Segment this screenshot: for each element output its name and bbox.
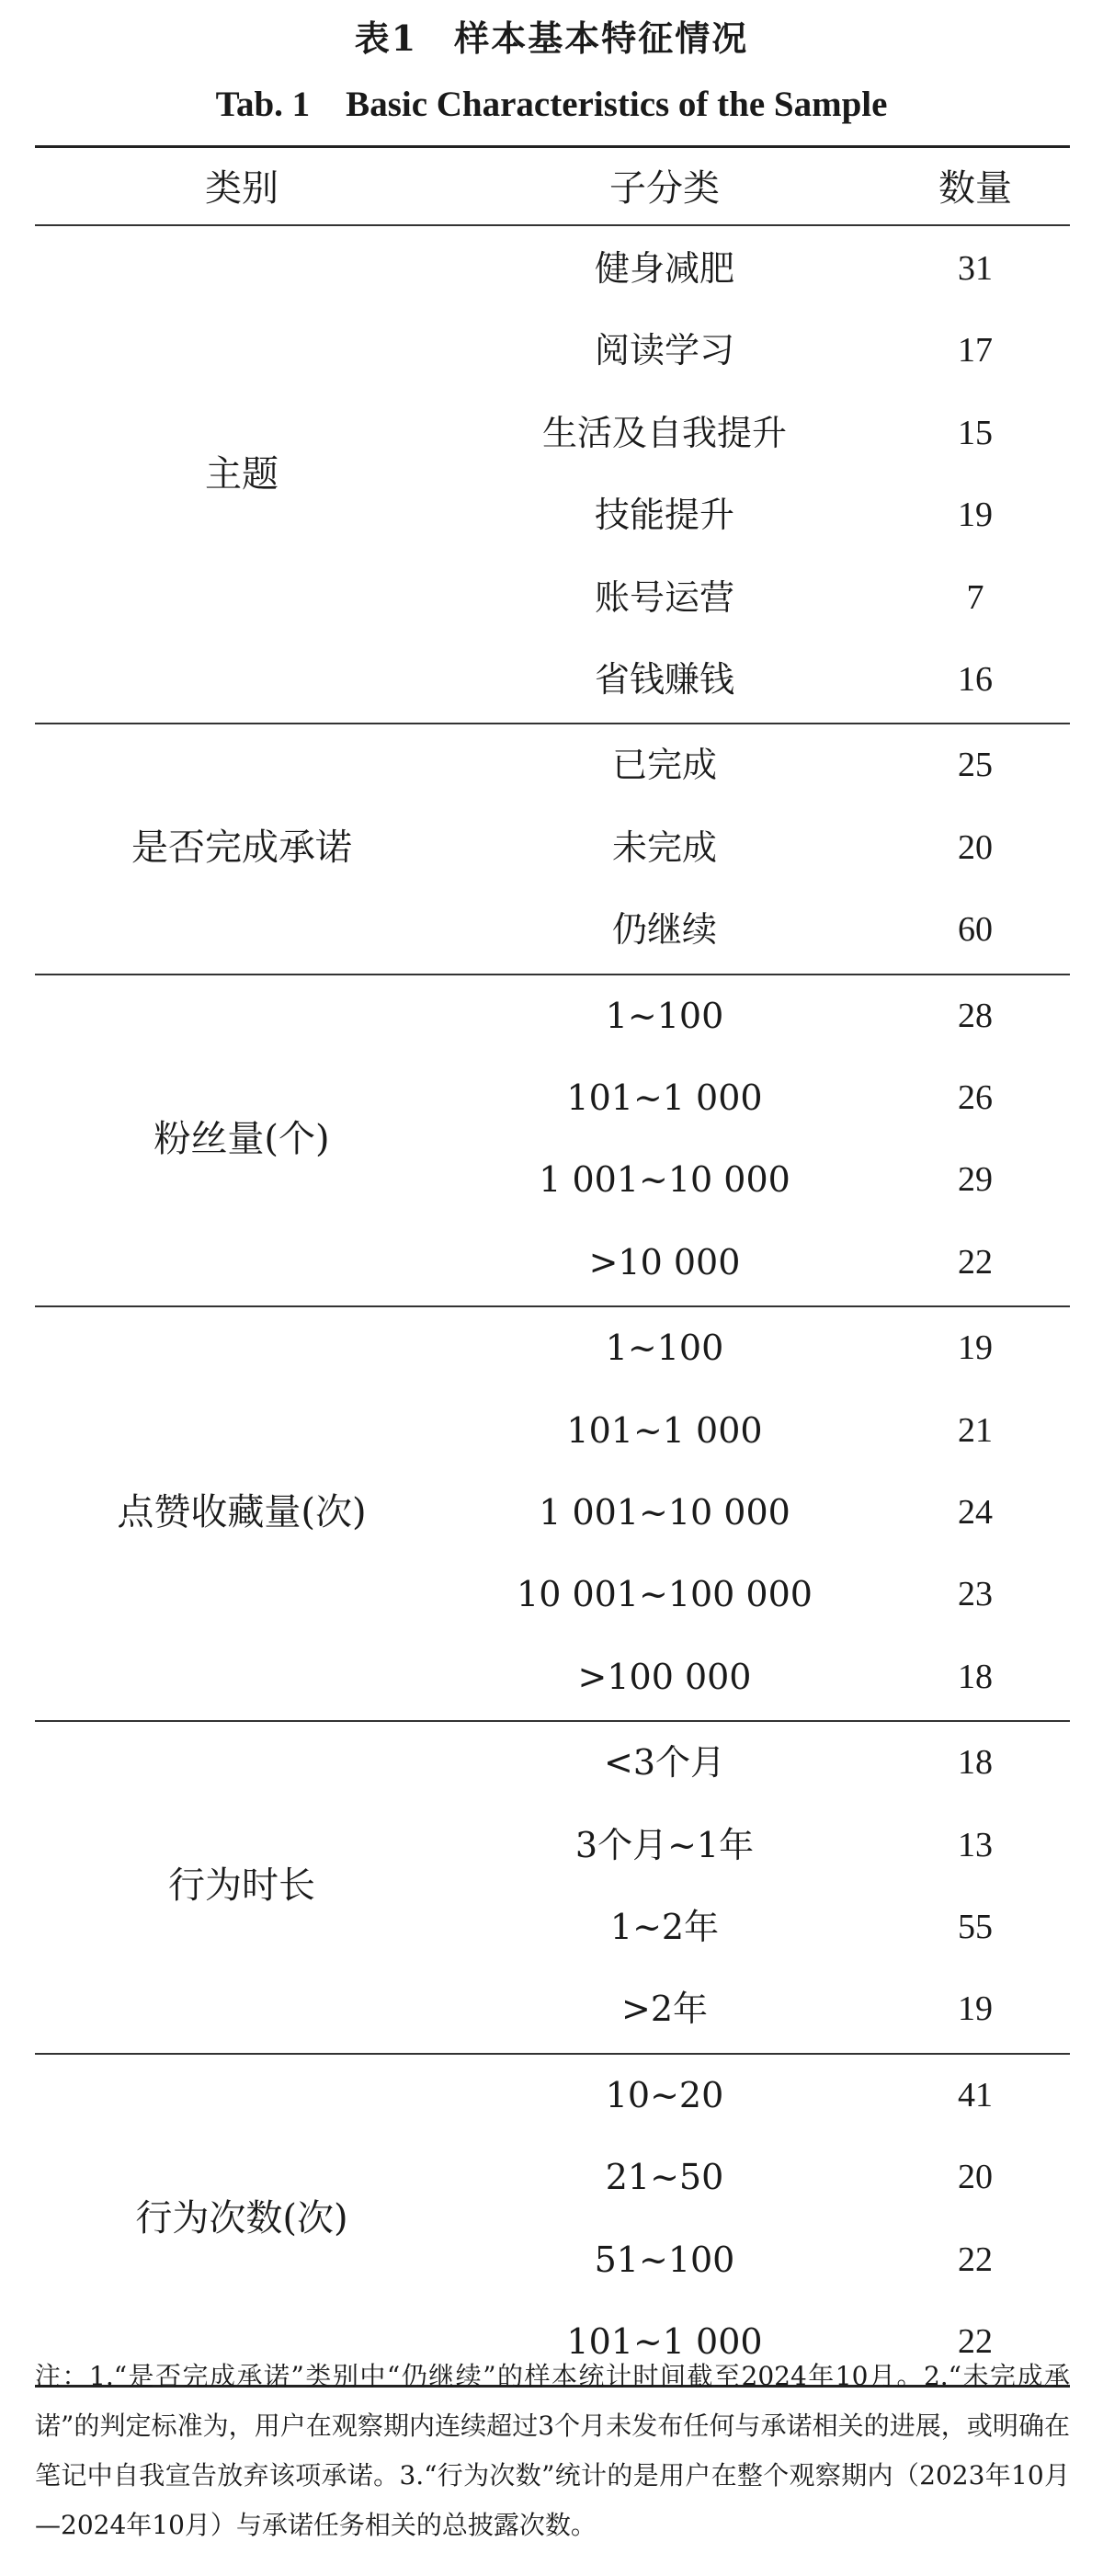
count-cell: 20 — [958, 2158, 993, 2197]
count-cell: 26 — [958, 1078, 993, 1117]
count-cell: 22 — [958, 2322, 993, 2361]
count-cell: 60 — [958, 910, 993, 950]
subcategory-cell: 已完成 — [611, 745, 717, 786]
subcategory-cell: <3个月 — [603, 1742, 726, 1784]
subcategory-cell: 10~20 — [605, 2074, 724, 2115]
table-title-en: Tab. 1 Basic Characteristics of the Sample — [215, 85, 888, 124]
category-cell: 行为次数(次) — [135, 2196, 348, 2240]
count-cell: 16 — [958, 660, 993, 699]
count-cell: 15 — [958, 413, 993, 452]
table-note: 注：1.“是否完成承诺”类别中“仍继续”的样本统计时间截至2024年10月。2.“未完成承诺”的判定标准为，用户在观察期内连续超过3个月未发布任何与承诺相关的进展，或明确在笔记中自我宣告放弃该项承诺。3.“行为次数”统计的是用户在整个观察期内（2023年10月—2024年10月）与承诺任务相关的总披露次数。 — [35, 2361, 1070, 2540]
subcategory-cell: 1 001~10 000 — [539, 1492, 790, 1533]
category-cell: 主题 — [205, 453, 279, 496]
subcategory-cell: 1 001~10 000 — [539, 1159, 790, 1201]
count-cell: 17 — [958, 331, 993, 370]
count-cell: 7 — [966, 577, 984, 617]
subcategory-cell: 51~100 — [594, 2239, 735, 2280]
category-cell: 粉丝量(个) — [154, 1117, 330, 1160]
subcategory-cell: >10 000 — [588, 1241, 741, 1282]
subcategory-cell: >2年 — [620, 1989, 709, 2030]
subcategory-cell: 21~50 — [605, 2157, 724, 2198]
count-cell: 21 — [958, 1410, 993, 1450]
count-cell: 55 — [958, 1908, 993, 1946]
count-cell: 23 — [958, 1575, 993, 1614]
subcategory-cell: 3个月~1年 — [574, 1824, 755, 1865]
subcategory-cell: 101~1 000 — [566, 2321, 763, 2362]
count-cell: 31 — [958, 249, 993, 288]
count-cell: 19 — [958, 1989, 993, 2029]
header-count: 数量 — [938, 167, 1012, 210]
category-cell: 行为时长 — [168, 1864, 315, 1908]
subcategory-cell: 10 001~100 000 — [517, 1574, 813, 1615]
count-cell: 22 — [958, 2240, 993, 2279]
subcategory-cell: 1~100 — [605, 995, 724, 1036]
subcategory-cell: 101~1 000 — [566, 1409, 763, 1451]
subcategory-cell: 101~1 000 — [566, 1077, 763, 1118]
category-cell: 点赞收藏量(次) — [117, 1491, 367, 1534]
subcategory-cell: 生活及自我提升 — [541, 412, 787, 453]
count-cell: 25 — [958, 746, 993, 785]
count-cell: 18 — [958, 1657, 993, 1696]
subcategory-cell: >100 000 — [577, 1656, 752, 1697]
subcategory-cell: 健身减肥 — [594, 248, 734, 289]
count-cell: 28 — [958, 996, 993, 1035]
category-cell: 是否完成承诺 — [131, 826, 352, 870]
top-rule — [35, 145, 1070, 148]
count-cell: 18 — [958, 1743, 993, 1783]
count-cell: 20 — [958, 827, 993, 867]
count-cell: 19 — [958, 1328, 993, 1368]
subcategory-cell: 省钱赚钱 — [594, 659, 734, 700]
table-title-cn: 表1 样本基本特征情况 — [354, 17, 749, 59]
subcategory-cell: 技能提升 — [594, 495, 734, 536]
header-category: 类别 — [205, 167, 279, 210]
subcategory-cell: 阅读学习 — [594, 330, 734, 371]
count-cell: 19 — [958, 496, 993, 535]
subcategory-cell: 仍继续 — [611, 909, 717, 951]
count-cell: 22 — [958, 1242, 993, 1282]
header-subcategory: 子分类 — [609, 167, 720, 210]
header-rule — [35, 224, 1070, 226]
subcategory-cell: 1~2年 — [609, 1907, 720, 1947]
subcategory-cell: 1~100 — [605, 1328, 724, 1369]
subcategory-cell: 未完成 — [611, 826, 717, 868]
subcategory-cell: 账号运营 — [594, 576, 734, 618]
count-cell: 29 — [958, 1160, 993, 1200]
count-cell: 41 — [958, 2075, 993, 2114]
count-cell: 13 — [958, 1825, 993, 1864]
count-cell: 24 — [958, 1493, 993, 1532]
